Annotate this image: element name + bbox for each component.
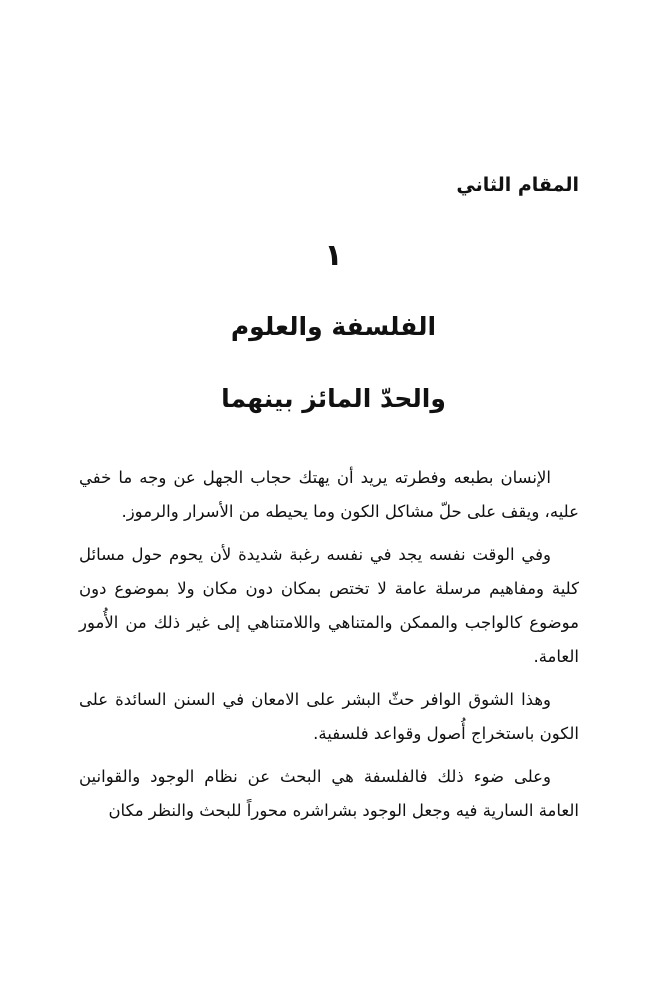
paragraph: وهذا الشوق الوافر حثّ البشر على الامعان في السنن السائدة على الكون باستخراج أُصول وقواعد فلسفية. <box>79 690 579 743</box>
chapter-title: الفلسفة والعلوم <box>230 312 437 341</box>
section-label: المقام الثاني <box>456 174 579 196</box>
chapter-number: ١ <box>324 238 343 273</box>
chapter-subtitle: والحدّ المائز بينهما <box>221 384 446 413</box>
paragraph: الإنسان بطبعه وفطرته يريد أن يهتك حجاب الجهل عن وجه ما خفي عليه، ويقف على حلّ مشاكل الكون وما يحيطه من الأسرار والرموز. <box>79 468 579 521</box>
paragraph: وفي الوقت نفسه يجد في نفسه رغبة شديدة لأن يحوم حول مسائل كلية ومفاهيم مرسلة عامة لا تختص بمكان دون مكان ولا بموضوع دون موضوع كالواجب والممكن والمتناهي واللامتناهي إلى غير ذلك من الأُمور العامة. <box>79 545 579 666</box>
body-text <box>79 461 579 837</box>
paragraph: وعلى ضوء ذلك فالفلسفة هي البحث عن نظام الوجود والقوانين العامة السارية فيه وجعل الوجود بشراشره محوراً للبحث والنظر مكان <box>79 767 579 820</box>
